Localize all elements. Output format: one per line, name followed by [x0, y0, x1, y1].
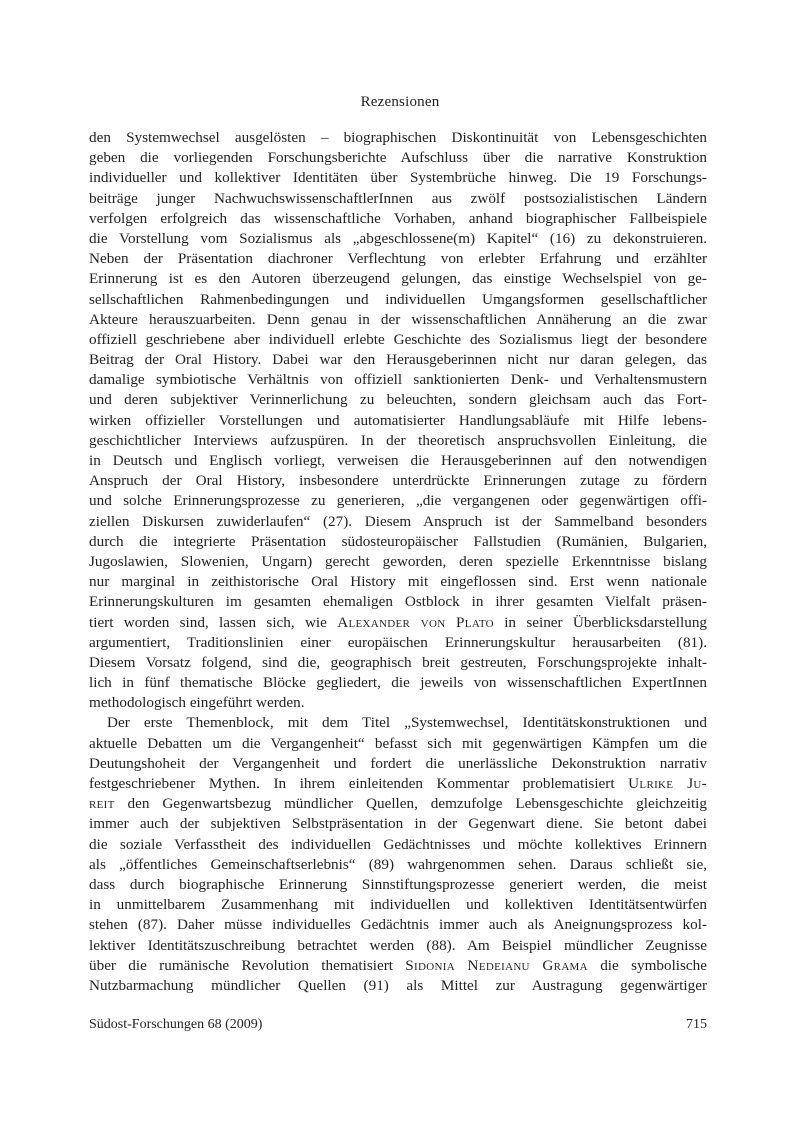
text-segment: immer auch der subjektiven Selbstpräsentation in der Gegenwart diene. Sie betont dabei — [89, 815, 707, 833]
text-line — [89, 875, 707, 895]
text-line — [89, 310, 707, 330]
text-segment: als „öffentliches Gemeinschaftserlebnis“ (89) wahrgenommen sehen. Daraus schließt sie, — [89, 855, 707, 873]
author-name: Alexander von Plato — [337, 613, 494, 631]
text-segment: den Systemwechsel ausgelösten – biographischen Diskontinuität von Lebensgeschichten — [89, 129, 707, 146]
text-line — [89, 572, 707, 592]
text-segment: stehen (87). Daher müsse individuelles Gedächtnis immer auch als Aneignungsprozess kol- — [89, 916, 707, 934]
text-line — [89, 673, 707, 693]
text-segment: Jugoslawien, Slowenien, Ungarn) gerecht geworden, deren spezielle Erkenntnisse bislang — [89, 552, 707, 570]
text-segment: Beitrag der Oral History. Dabei war den Herausgeberinnen nicht nur daran gelegen, das — [89, 351, 707, 369]
text-line — [89, 532, 707, 552]
text-segment: Der erste Themenblock, mit dem Titel „Systemwechsel, Identitätskonstruktionen und — [107, 714, 707, 732]
text-segment: Nutzbarmachung mündlicher Quellen (91) als Mittel zur Austragung gegenwärtiger — [89, 976, 707, 994]
text-line — [89, 754, 707, 774]
text-line — [89, 330, 707, 350]
text-line — [89, 512, 707, 532]
text-line — [89, 350, 707, 370]
text-segment: durch die integrierte Präsentation südosteuropäischer Fallstudien (Rumänien, Bulgarien, — [89, 532, 707, 550]
page-number: 715 — [686, 1017, 707, 1032]
text-line — [89, 895, 707, 915]
text-line — [89, 269, 707, 289]
text-segment: festgeschriebener Mythen. In ihrem einleitenden Kommentar problematisiert — [89, 775, 629, 792]
text-segment: und deren subjektiver Verinnerlichung zu beleuchten, sondern gleichsam auch das Fort- — [89, 391, 707, 409]
text-segment: Erinnerungskulturen im gesamten ehemaligen Ostblock in ihrer gesamten Vielfalt präsen- — [89, 593, 707, 611]
text-line — [89, 168, 707, 188]
text-segment: Akteure herauszuarbeiten. Denn genau in der wissenschaftlichen Annäherung an die zwar — [89, 310, 707, 328]
text-line — [89, 431, 707, 451]
text-segment: offiziell geschriebene aber individuell erlebte Geschichte des Sozialismus liegt der besondere — [89, 330, 707, 348]
text-line — [89, 592, 707, 612]
text-segment: geben die vorliegenden Forschungsberichte Aufschluss über die narrative Konstruktion — [89, 149, 707, 167]
text-line — [89, 209, 707, 229]
author-name: Sidonia Nedeianu Grama — [405, 956, 588, 974]
text-segment: verfolgen erfolgreich das wissenschaftliche Vorhaben, anhand biographischer Fallbeispiele — [89, 209, 707, 227]
journal-citation: Südost-Forschungen 68 (2009) — [89, 1017, 263, 1032]
text-line — [89, 148, 707, 168]
text-segment: tiert worden sind, lassen sich, wie — [89, 613, 338, 631]
text-line — [89, 189, 707, 209]
text-segment: individueller und kollektiver Identitäten über Systembrüche hinweg. Die 19 Forschungs- — [89, 169, 707, 187]
text-line — [89, 370, 707, 390]
text-line — [89, 451, 707, 471]
text-segment: wirken offizieller Vorstellungen und automatisierter Handlungsabläufe mit Hilfe lebens- — [89, 411, 707, 429]
text-segment: Neben der Präsentation diachroner Verflechtung von erlebter Erfahrung und erzählter — [89, 250, 707, 268]
text-line — [89, 713, 707, 733]
text-segment: den Gegenwartsbezug mündlicher Quellen, demzufolge Lebensgeschichte gleichzeitig — [114, 795, 707, 813]
text-line — [89, 411, 707, 431]
text-line — [89, 390, 707, 410]
text-segment: über die rumänische Revolution thematisiert — [89, 956, 406, 974]
author-name: Ulrike Ju- — [628, 775, 708, 792]
text-segment: methodologisch eingeführt werden. — [89, 694, 305, 712]
text-line — [89, 774, 707, 794]
text-line — [89, 855, 707, 875]
text-line — [89, 229, 707, 249]
text-segment: in unmittelbarem Zusammenhang mit individuellen und kollektiven Identitätsentwürfen — [89, 896, 707, 914]
text-line — [89, 976, 707, 996]
text-line — [89, 633, 707, 653]
text-segment: die Vorstellung vom Sozialismus als „abgeschlossene(m) Kapitel“ (16) zu dekonstruieren. — [89, 229, 707, 247]
text-segment: nur marginal in zeithistorische Oral History mit eingeflossen sind. Erst wenn nationale — [89, 573, 707, 591]
text-segment: argumentiert, Traditionslinien einer europäischen Erinnerungskultur herausarbeiten (81). — [89, 633, 707, 651]
text-segment: lektiver Identitätszuschreibung betrachtet werden (88). Am Beispiel mündlicher Zeugnisse — [89, 936, 707, 954]
text-line — [89, 491, 707, 511]
text-line — [89, 471, 707, 491]
author-name: reit — [89, 795, 115, 813]
text-line — [89, 794, 707, 814]
text-line — [89, 734, 707, 754]
text-line — [89, 936, 707, 956]
text-line — [89, 552, 707, 572]
text-line — [89, 835, 707, 855]
text-line — [89, 613, 707, 633]
text-line — [89, 653, 707, 673]
body-text — [89, 128, 707, 996]
text-segment: beiträge junger NachwuchswissenschaftlerInnen aus zwölf postsozialistischen Ländern — [89, 189, 707, 207]
text-line — [89, 128, 707, 148]
text-line — [89, 290, 707, 310]
text-line — [89, 249, 707, 269]
text-segment: lich in fünf thematische Blöcke gegliedert, die jeweils von wissenschaftlichen ExpertInnen — [89, 674, 707, 692]
text-line — [89, 956, 707, 976]
text-segment: Diesem Vorsatz folgend, sind die, geographisch breit gestreuten, Forschungsprojekte inhalt- — [89, 653, 707, 671]
text-segment: in seiner Überblicksdarstellung — [493, 613, 708, 631]
text-segment: dass durch biographische Erinnerung Sinnstiftungsprozesse generiert werden, die meist — [89, 875, 707, 893]
text-segment: damalige symbiotische Verhältnis von offiziell sanktionierten Denk- und Verhaltensmustern — [89, 371, 707, 389]
running-title: Rezensionen — [360, 94, 440, 110]
text-segment: die symbolische — [587, 956, 707, 974]
text-segment: und solche Erinnerungsprozesse zu generieren, „die vergangenen oder gegenwärtigen offi- — [89, 492, 707, 510]
text-segment: die soziale Verfasstheit des individuellen Gedächtnisses und möchte kollektives Erinnern — [89, 835, 707, 853]
text-line — [89, 814, 707, 834]
text-segment: aktuelle Debatten um die Vergangenheit“ befasst sich mit gegenwärtigen Kämpfen um die — [89, 734, 707, 752]
text-segment: Erinnerung ist es den Autoren überzeugend gelungen, das einstige Wechselspiel von ge- — [89, 270, 707, 288]
text-segment: ziellen Diskursen zuwiderlaufen“ (27). Diesem Anspruch ist der Sammelband besonders — [89, 512, 707, 530]
text-line — [89, 693, 707, 713]
text-line — [89, 915, 707, 935]
text-segment: in Deutsch und Englisch vorliegt, verweisen die Herausgeberinnen auf den notwendigen — [89, 452, 707, 469]
text-segment: geschichtlicher Interviews aufzuspüren. In der theoretisch anspruchsvollen Einleitung, die — [89, 431, 707, 449]
text-segment: Anspruch der Oral History, insbesondere unterdrückte Erinnerungen zutage zu fördern — [89, 472, 707, 490]
text-segment: sellschaftlichen Rahmenbedingungen und individuellen Umgangsformen gesellschaftlicher — [89, 290, 707, 308]
text-segment: Deutungshoheit der Vergangenheit und fordert die unerlässliche Dekonstruktion narrativ — [89, 754, 707, 772]
